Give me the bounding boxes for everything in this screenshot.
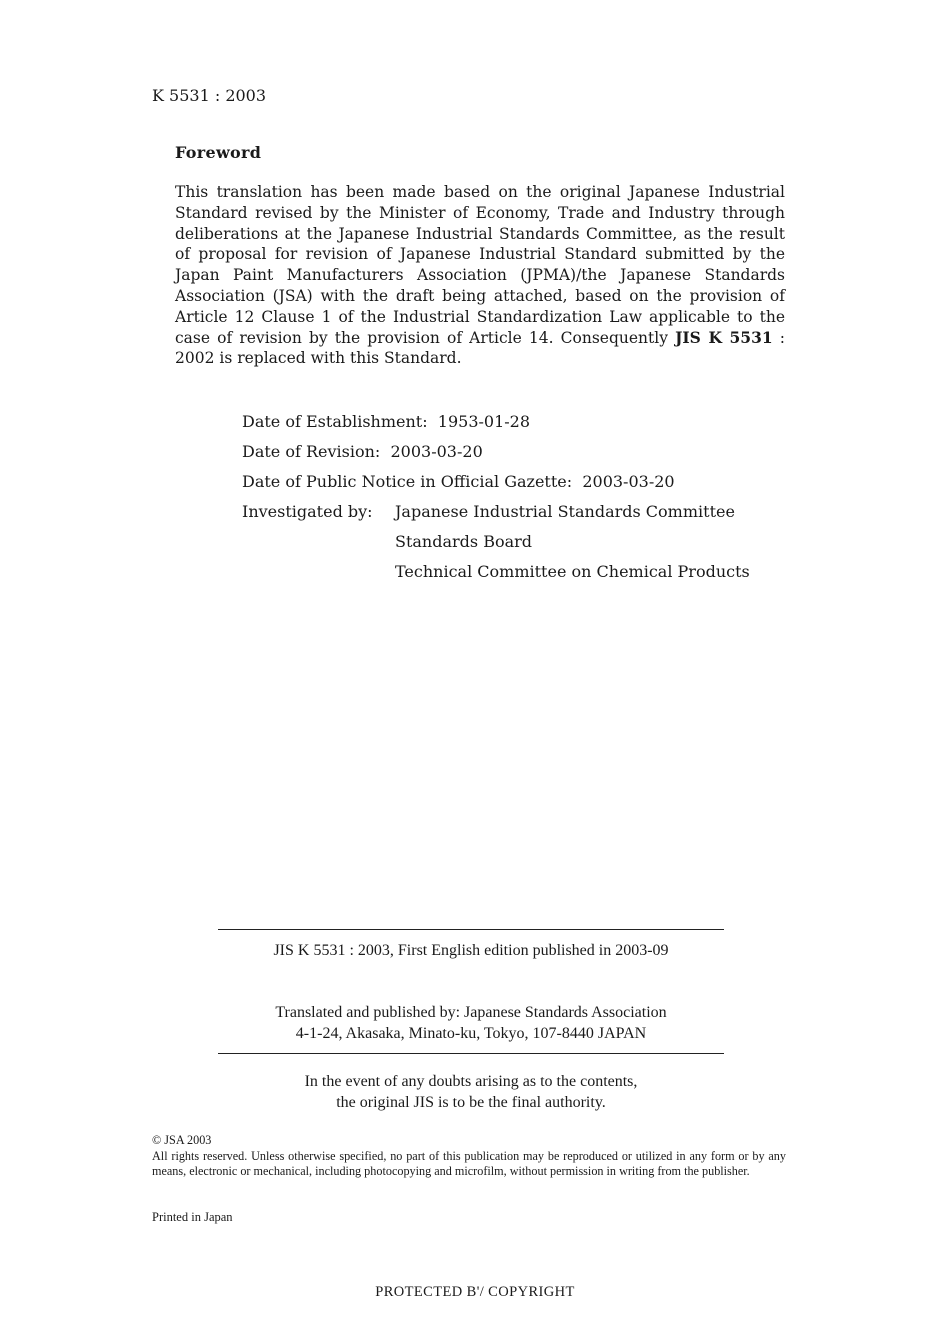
revision-row — [242, 437, 750, 467]
rights-statement: All rights reserved. Unless otherwise specified, no part of this publication may be reproduced or utilized in any form or by any means, electronic or mechanical, including photocopying and microfilm, without permission in writing from the publisher. — [152, 1148, 786, 1178]
foreword-text-end: : 2002 is replaced with this Standard. — [175, 328, 785, 368]
foreword-standard-ref: JIS K 5531 — [675, 327, 773, 347]
public-notice-row — [242, 467, 750, 497]
publisher-block — [218, 1002, 724, 1044]
investigated-row — [242, 497, 750, 587]
public-notice-value: 2003-03-20 — [582, 472, 675, 491]
foreword-heading: Foreword — [175, 143, 262, 162]
foreword-body — [175, 182, 785, 369]
investigated-line: Technical Committee on Chemical Products — [395, 562, 750, 581]
investigated-line: Standards Board — [395, 532, 533, 551]
dates-block — [242, 407, 750, 587]
revision-value: 2003-03-20 — [390, 442, 483, 461]
foreword-text-start: This translation has been made based on the original Japanese Industrial Standard revised by the Minister of Economy, Trade and Industry through deliberations at the Japanese Industrial Standards Committee, as the result of proposal for revision of Japanese Industrial Standard submitted by the Japan Paint Manufacturers Association (JPMA)/the Japanese Standards Association (JSA) with the draft being attached, based on the provision of Article 12 Clause 1 of the Industrial Standardization Law applicable to the case of revision by the provision of Article 14. Consequently — [175, 183, 785, 347]
address-line: 4-1-24, Akasaka, Minato-ku, Tokyo, 107-8440 JAPAN — [295, 1025, 647, 1042]
top-divider — [218, 929, 724, 930]
edition-line: JIS K 5531 : 2003, First English edition published in 2003-09 — [273, 942, 669, 959]
revision-label: Date of Revision: — [242, 442, 381, 461]
standard-id: K 5531 : 2003 — [152, 86, 267, 105]
establishment-row — [242, 407, 750, 437]
copyright-notice: © JSA 2003 — [152, 1133, 212, 1147]
copyright-block — [152, 1133, 786, 1180]
public-notice-label: Date of Public Notice in Official Gazette: — [242, 472, 573, 491]
authority-note — [218, 1071, 724, 1113]
investigated-list — [395, 497, 750, 587]
authority-line: In the event of any doubts arising as to the contents, — [304, 1073, 638, 1090]
publisher-line: Translated and published by: Japanese Standards Association — [275, 1004, 667, 1021]
investigated-label: Investigated by: — [242, 502, 373, 521]
investigated-line: Japanese Industrial Standards Committee — [395, 502, 735, 521]
authority-line: the original JIS is to be the final authority. — [336, 1094, 606, 1111]
establishment-value: 1953-01-28 — [437, 412, 531, 431]
establishment-label: Date of Establishment: — [242, 412, 428, 431]
bottom-divider — [218, 1053, 724, 1054]
copyright-watermark: PROTECTED B'/ COPYRIGHT — [375, 1284, 575, 1300]
printed-in: Printed in Japan — [152, 1210, 233, 1224]
